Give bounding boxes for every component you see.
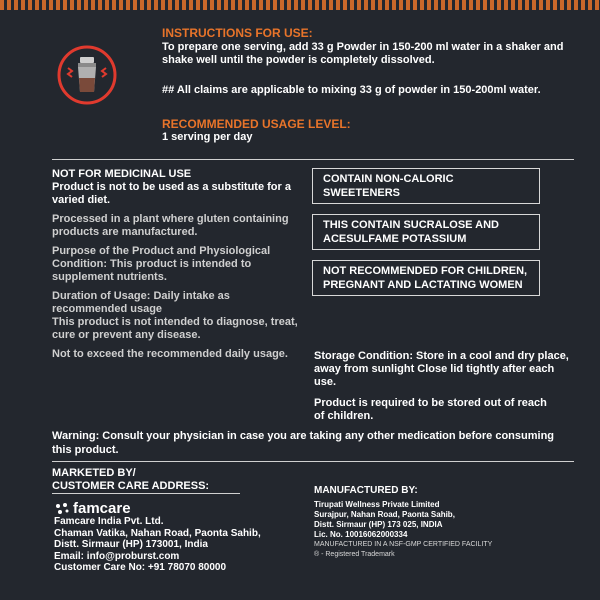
divider-bottom	[52, 461, 574, 462]
marketed-head-line2: CUSTOMER CARE ADDRESS:	[52, 480, 210, 492]
marketed-heading	[52, 467, 209, 493]
not-exceed-note: Not to exceed the recommended daily usage.	[52, 348, 288, 360]
divider-top	[52, 159, 574, 160]
storage-condition: Storage Condition: Store in a cool and dry place, away from sunlight Close lid tightly after each use.	[314, 350, 569, 388]
decorative-top-border	[0, 0, 600, 10]
usage-text: 1 serving per day	[162, 131, 253, 143]
medicinal-text: Product is not to be used as a substitute for a varied diet.	[52, 181, 291, 206]
marketed-address	[54, 516, 261, 574]
famcare-wordmark: famcare	[73, 500, 131, 517]
marketed-address-line1: Chaman Vatika, Nahan Road, Paonta Sahib,	[54, 527, 261, 539]
manufactured-address	[314, 500, 554, 560]
not-intended-note: This product is not intended to diagnose, treat, cure or prevent any disease.	[52, 316, 298, 341]
reach-note: Product is required to be stored out of reach of children.	[314, 397, 547, 422]
instructions-title: INSTRUCTIONS FOR USE:	[162, 26, 313, 40]
manufacturer-address-line2: Distt. Sirmaur (HP) 173 025, INDIA	[314, 520, 443, 529]
license-number: Lic. No. 10016062000334	[314, 530, 408, 539]
divider-marketed	[52, 493, 240, 494]
famcare-mark-icon	[54, 502, 70, 516]
medicinal-block	[52, 168, 302, 207]
warning-text: Warning: Consult your physician in case you are taking any other medication before consuming this product.	[52, 430, 555, 456]
famcare-logo	[54, 500, 131, 517]
marketed-address-line2: Distt. Sirmaur (HP) 173001, India	[54, 539, 208, 550]
manufacturer-company: Tirupati Wellness Private Limited	[314, 500, 440, 509]
duration-note: Duration of Usage: Daily intake as recommended usage	[52, 290, 230, 315]
trademark-note: ® - Registered Trademark	[314, 551, 395, 558]
marketed-company: Famcare India Pvt. Ltd.	[54, 516, 164, 527]
medicinal-title: NOT FOR MEDICINAL USE	[52, 168, 192, 180]
manufacturer-address-line1: Surajpur, Nahan Road, Paonta Sahib,	[314, 510, 455, 519]
not-recommended-box: NOT RECOMMENDED FOR CHILDREN, PREGNANT AND LACTATING WOMEN	[312, 260, 540, 296]
warning-boxes	[312, 168, 540, 306]
shaker-icon	[56, 44, 118, 106]
gluten-note: Processed in a plant where gluten containing products are manufactured.	[52, 213, 289, 238]
purpose-note: Purpose of the Product and Physiological Condition: This product is intended to supplement nutrients.	[52, 245, 271, 283]
left-column	[52, 168, 302, 367]
manufactured-heading: MANUFACTURED BY:	[314, 485, 418, 496]
claims-note: ## All claims are applicable to mixing 33 g of powder in 150-200ml water.	[162, 84, 541, 96]
usage-title: RECOMMENDED USAGE LEVEL:	[162, 117, 351, 131]
marketed-email: Email: info@proburst.com	[54, 550, 180, 562]
sucralose-box: THIS CONTAIN SUCRALOSE AND ACESULFAME POTASSIUM	[312, 214, 540, 250]
marketed-head-line1: MARKETED BY/	[52, 467, 136, 479]
facility-note: MANUFACTURED IN A NSF-GMP CERTIFIED FACILITY	[314, 541, 493, 548]
instructions-text: To prepare one serving, add 33 g Powder in 150-200 ml water in a shaker and shake well until the powder is completely dissolved.	[162, 41, 564, 66]
sweeteners-box: CONTAIN NON-CALORIC SWEETENERS	[312, 168, 540, 204]
customer-care-number: Customer Care No: +91 78070 80000	[54, 562, 227, 573]
